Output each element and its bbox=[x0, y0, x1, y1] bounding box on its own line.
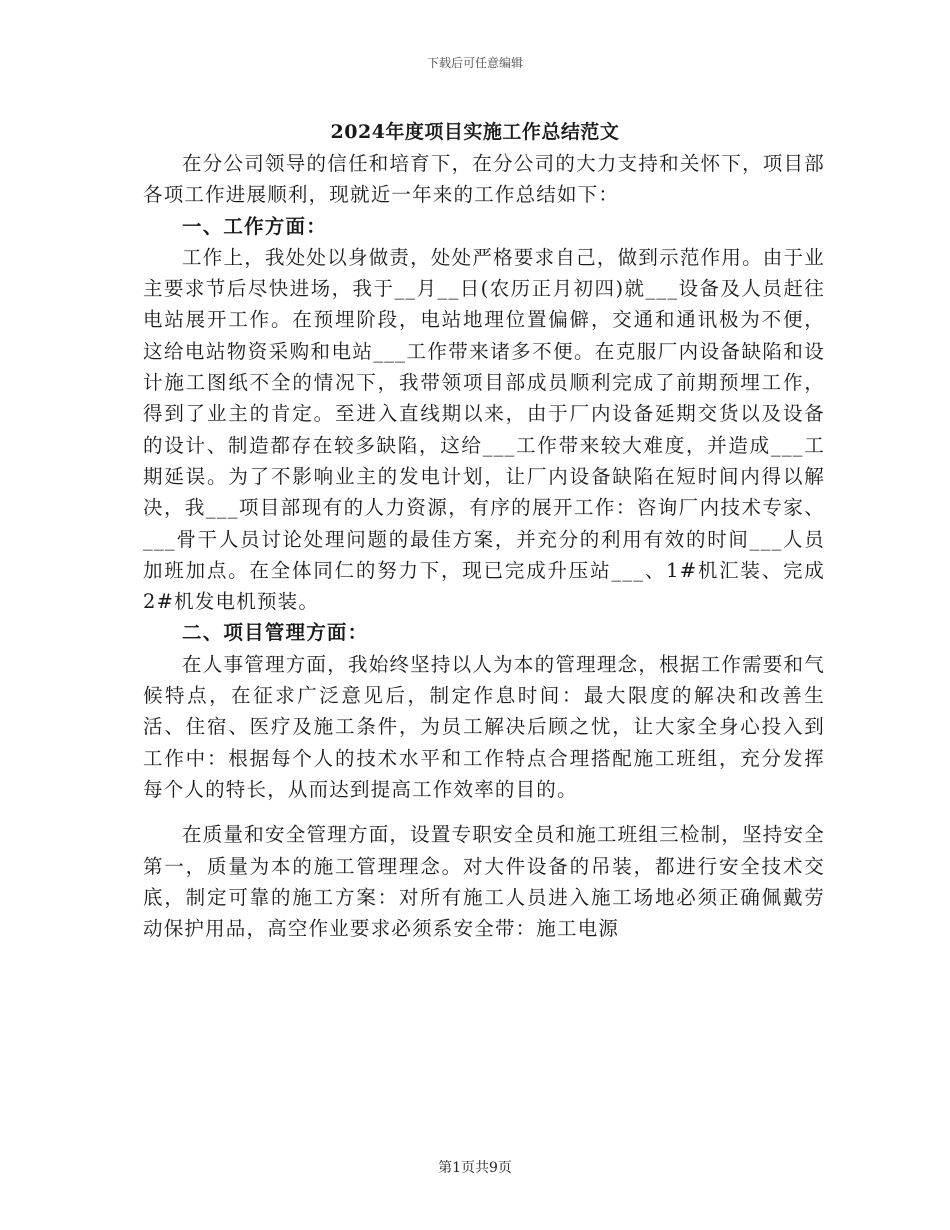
work-paragraph: 工作上，我处处以身做责，处处严格要求自己，做到示范作用。由于业主要求节后尽快进场，我于__月__日(农历正月初四)就___设备及人员赶往电站展开工作。在预埋阶段，电站地理位置偏僻，交通和通讯极为不便，这给电站物资采购和电站___工作带来诸多不便。在克服厂内设备缺陷和设计施工图纸不全的情况下，我带领项目部成员顺利完成了前期预埋工作，得到了业主的肯定。至进入直线期以来，由于厂内设备延期交货以及设备的设计、制造都存在较多缺陷，这给___工作带来较大难度，并造成___工期延误。为了不影响业主的发电计划，让厂内设备缺陷在短时间内得以解决，我___项目部现有的人力资源，有序的展开工作：咨询厂内技术专家、___骨干人员讨论处理问题的最佳方案，并充分的利用有效的时间___人员加班加点。在全体同仁的努力下，现已完成升压站___、1#机汇装、完成2#机发电机预装。 bbox=[143, 245, 825, 614]
page-header-note: 下载后可任意编辑 bbox=[426, 56, 523, 70]
quality-safety-paragraph: 在质量和安全管理方面，设置专职安全员和施工班组三检制，坚持安全第一，质量为本的施工管理理念。对大件设备的吊装，都进行安全技术交底，制定可靠的施工方案：对所有施工人员进入施工场地必须正确佩戴劳动保护用品，高空作业要求必须系安全带：施工电源 bbox=[143, 823, 825, 941]
section-heading-management: 二、项目管理方面： bbox=[182, 621, 369, 645]
page-number-footer: 第1页共9页 bbox=[438, 1160, 512, 1176]
section-heading-work: 一、工作方面： bbox=[182, 214, 327, 238]
intro-paragraph: 在分公司领导的信任和培育下，在分公司的大力支持和关怀下，项目部各项工作进展顺利，现就近一年来的工作总结如下： bbox=[143, 152, 825, 207]
personnel-management-paragraph: 在人事管理方面，我始终坚持以人为本的管理理念，根据工作需要和气候特点，在征求广泛意见后，制定作息时间：最大限度的解决和改善生活、住宿、医疗及施工条件，为员工解决后顾之忧，让大家全身心投入到工作中：根据每个人的技术水平和工作特点合理搭配施工班组，充分发挥每个人的特长，从而达到提高工作效率的目的。 bbox=[143, 652, 825, 801]
document-body bbox=[143, 148, 825, 944]
document-title: 2024年度项目实施工作总结范文 bbox=[330, 121, 620, 143]
